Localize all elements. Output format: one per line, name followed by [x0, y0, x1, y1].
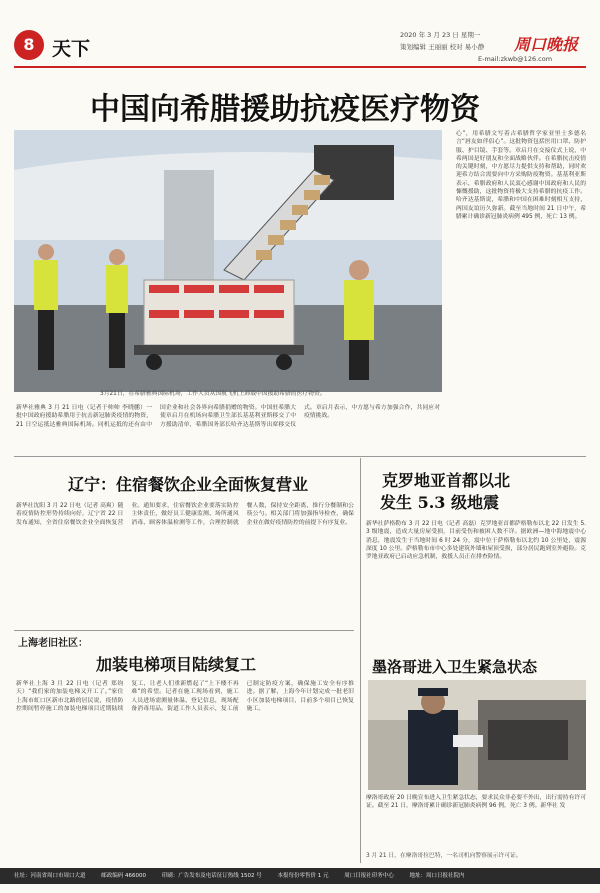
morocco-headline: 墨洛哥进入卫生紧急状态: [372, 658, 538, 676]
email-line: E-mail:zkwb@126.com: [478, 55, 553, 63]
header-rule: [14, 66, 586, 68]
editors-line: 策划编辑 王丽丽 校对 易小静: [400, 43, 485, 51]
divider-1: [14, 456, 586, 457]
morocco-photo: [368, 680, 586, 790]
footer-item: 地址：周口日报社院内: [409, 873, 465, 879]
section-title: 天下: [52, 38, 91, 60]
shanghai-headline: 加装电梯项目陆续复工: [96, 655, 257, 674]
lead-body: 新华社雅典 3 月 21 日电（记者于帅帅 李晓鹏）一批中国政府援助希腊用于抗击新冠肺炎疫情的物资，21 日空运抵达雅典国际机场。同机运抵的还有由中国企业和社会各界向希腊捐赠的物资。中国驻希腊大使章启月在机场向希腊卫生部长基基利亚斯移交了中方援助清单，希腊国务部长哈齐达基斯等出席移交仪式。章启月表示，中方愿与希方加强合作，共同应对疫情挑战。: [16, 405, 440, 428]
newspaper-logo: 周口晚报: [513, 35, 578, 54]
morocco-body: 摩洛哥政府 20 日晚宣布进入卫生紧急状态，要求民众非必要不外出，出行需持有许可证。截至 21 日，摩洛哥累计确诊新冠肺炎病例 96 例，死亡 3 例。新华社 发: [366, 795, 586, 810]
date-line: 2020 年 3 月 23 日 星期一: [400, 31, 481, 39]
shanghai-body: 新华社上海 3 月 22 日电（记者 郑钧天）“我们家的加装电梯又开工了。”家住上海市虹口区新市北路的居民说，疫情防控期间暂停施工的加装电梯项目近期陆续复工，让老人们重新燃起了“上下楼不再难”的希望。记者在施工现场看到，施工人员进场需测量体温、登记信息，现场配备消毒用品。街道工作人员表示，复工前已制定防疫方案，确保施工安全有序推进。据了解，上海今年计划完成一批老旧小区加装电梯项目，目前多个项目已恢复施工。: [16, 681, 354, 712]
croatia-body: 新华社萨格勒布 3 月 22 日电（记者 高磊）克罗地亚首都萨格勒布以北 22 日发生 5.3 级地震，造成大量房屋受损，目前受伤和被困人数不详。据欧洲—地中海地震中心消息，地震发生于当地时间 6 时 24 分，震中位于萨格勒布以北约 10 公里处，震源深度 10 公里。萨格勒布市中心多处建筑外墙和屋顶受损，部分居民跑到室外避险。克罗地亚政府已启动应急机制，救援人员正在排查险情。: [366, 521, 586, 561]
footer-bar: [0, 868, 600, 884]
footer-item: 本报每份零售价 1 元: [277, 873, 329, 879]
morocco-photo-caption: 3 月 21 日，在摩洛哥拉巴特，一名司机向警察展示许可证。: [366, 853, 522, 859]
lead-photo: [14, 130, 442, 392]
liaoning-headline: 辽宁：住宿餐饮企业全面恢复营业: [68, 475, 309, 494]
footer-item: 周口日报社印务中心: [344, 873, 394, 879]
footer-item: 邮政编码 466000: [101, 873, 147, 879]
column-divider: [360, 458, 361, 863]
divider-2: [14, 630, 354, 631]
footer-item: 社址：河南省周口市周口大道: [14, 873, 86, 879]
croatia-headline-line1: 克罗地亚首都以北: [382, 471, 511, 490]
shanghai-kicker: 上海老旧社区：: [18, 638, 88, 649]
lead-headline: 中国向希腊援助抗疫医疗物资: [90, 92, 480, 127]
liaoning-body: 新华社沈阳 3 月 22 日电（记者 高爽）随着疫情防控形势持续向好，辽宁省 22 日发布通知，全省住宿餐饮企业全面恢复营业。通知要求，住宿餐饮企业要落实防控主体责任，做好员工健康监测、场所通风消毒、顾客体温检测等工作，合理控制就餐人数，保持安全距离，推行分餐制和公筷公勺。相关部门将加强指导检查，确保企业在做好疫情防控的前提下有序复业。: [16, 503, 354, 526]
lead-photo-caption: 3月21日，在希腊雅典国际机场，工作人员从国航飞机上卸载中国援助希腊的医疗物资。: [100, 391, 326, 397]
footer-item: 印刷：广告发布及电话征订热线 1502 号: [161, 873, 262, 879]
page-number-badge: 8: [14, 30, 44, 60]
croatia-headline-line2: 发生 5.3 级地震: [380, 493, 499, 512]
right-column-body: 心”，用希腊文写着古希腊哲学家亚里士多德名言“唇友如伴侣心”。这批物资包括医用口罩、防护服、护目镜、手套等。章启月在交接仪式上说，中希两国是好朋友和全面战略伙伴。在希腊抗击疫情的关键时刻，中方愿尽力提供支持和帮助，同时欢迎希方结合需要向中方采购防疫物资。基基利亚斯表示，希腊政府和人民衷心感谢中国政府和人民的慷慨援助，这批物资将极大支持希腊的抗疫工作。哈齐达基斯说，希腊和中国在困难时刻相互支持，两国友谊历久弥新。截至当地时间 21 日中午，希腊累计确诊新冠肺炎病例 495 例，死亡 13 例。: [456, 131, 586, 220]
